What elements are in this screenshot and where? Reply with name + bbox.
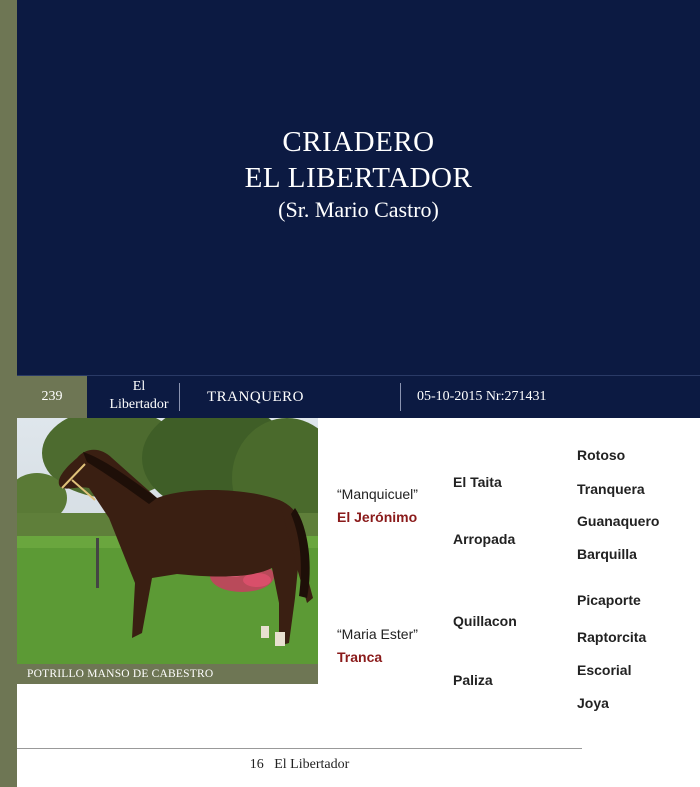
- subtitle: (Sr. Mario Castro): [278, 197, 439, 222]
- ancestor: Barquilla: [577, 546, 637, 562]
- ancestor: Picaporte: [577, 592, 641, 608]
- sire-alias: “Manquicuel”: [337, 486, 418, 502]
- title-line-2: EL LIBERTADOR: [244, 162, 473, 194]
- breeder-name: [93, 378, 185, 414]
- lot-number: 239: [17, 376, 87, 418]
- title-line-1: CRIADERO: [282, 126, 435, 158]
- sire-sire: El Taita: [453, 474, 502, 490]
- header-banner: [17, 0, 700, 375]
- horse-photo: [17, 418, 318, 684]
- footer-section: El Libertador: [274, 757, 350, 772]
- ancestor: Raptorcita: [577, 629, 647, 645]
- dam-name: Tranca: [337, 649, 383, 665]
- page-footer: [17, 757, 582, 773]
- ancestor: Joya: [577, 695, 609, 711]
- breeder-line-1: El: [132, 379, 146, 394]
- banner-title: [17, 124, 700, 224]
- ancestor: Guanaquero: [577, 513, 660, 529]
- breeder-line-2: Libertador: [109, 397, 169, 412]
- photo-caption: POTRILLO MANSO DE CABESTRO: [17, 664, 318, 684]
- footer-divider: [17, 748, 582, 749]
- ancestor: Tranquera: [577, 481, 645, 497]
- ancestor: Rotoso: [577, 447, 626, 463]
- left-color-strip: [0, 0, 17, 787]
- ancestor: Escorial: [577, 662, 632, 678]
- sire-name: El Jerónimo: [337, 509, 418, 525]
- divider: [179, 383, 180, 411]
- date-registration: 05-10-2015 Nr:271431: [417, 389, 547, 404]
- horse-name: TRANQUERO: [207, 389, 304, 405]
- page-number: 16: [249, 757, 264, 772]
- dam-sire: Quillacon: [453, 613, 517, 629]
- divider: [400, 383, 401, 411]
- dam-alias: “Maria Ester”: [337, 626, 418, 642]
- sire-dam: Arropada: [453, 531, 516, 547]
- lot-info-bar: [17, 375, 700, 418]
- dam-dam: Paliza: [453, 672, 493, 688]
